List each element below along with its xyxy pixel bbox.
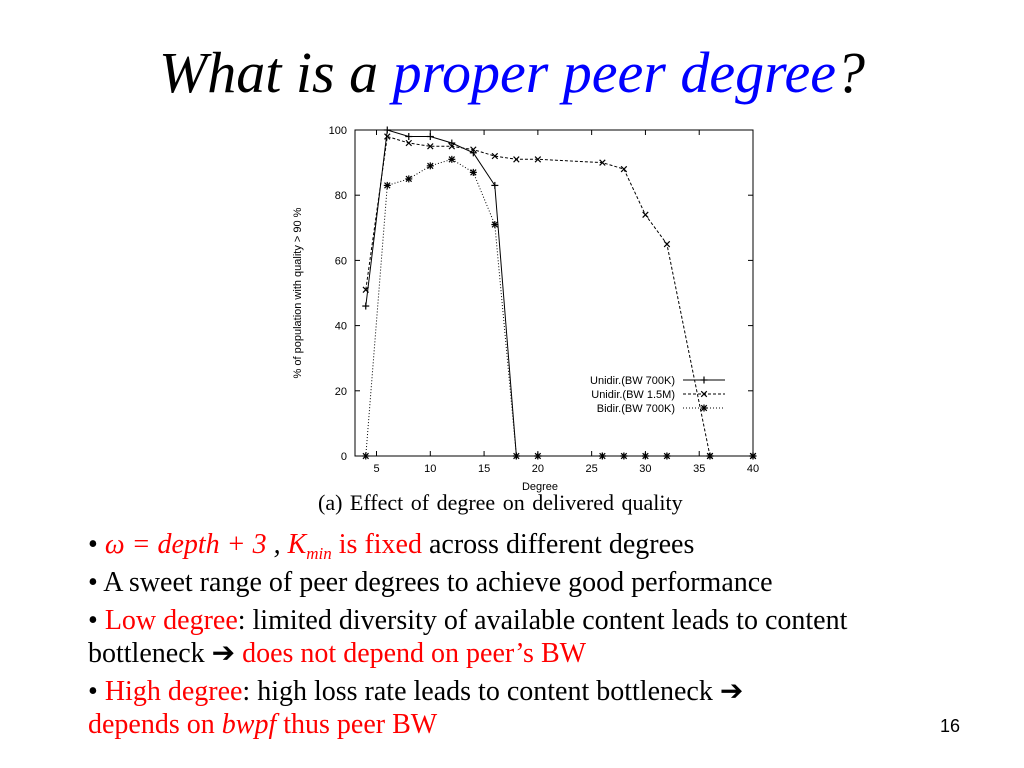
series-3-point xyxy=(513,453,520,460)
page-number: 16 xyxy=(940,716,961,736)
legend-marker-1 xyxy=(701,377,708,384)
series-3-point xyxy=(405,175,412,182)
series-line-1 xyxy=(366,130,753,456)
legend-label-1: Unidir.(BW 700K) xyxy=(590,375,675,387)
y-tick-label: 20 xyxy=(334,385,347,398)
bullet-4-high-degree: High degree xyxy=(104,676,243,707)
series-1-point xyxy=(405,133,412,140)
bullet-1-k-letter: K xyxy=(287,529,307,560)
bullet-1-comma: , xyxy=(266,529,288,560)
arrow-icon: ➔ xyxy=(719,676,744,707)
bullet-4 xyxy=(88,675,968,741)
series-3-point xyxy=(362,453,369,460)
x-tick-label: 15 xyxy=(477,463,491,475)
series-3-point xyxy=(706,453,713,460)
x-tick-label: 25 xyxy=(585,463,598,475)
x-tick-label: 20 xyxy=(531,463,544,475)
y-tick-label: 0 xyxy=(340,451,347,463)
bullet-1-fixed: is fixed xyxy=(331,529,422,560)
legend-marker-3 xyxy=(701,405,708,412)
series-3-point xyxy=(470,169,477,176)
series-3-point xyxy=(599,453,606,460)
bullet-3 xyxy=(88,604,968,670)
series-line-2 xyxy=(366,137,753,457)
y-tick-label: 100 xyxy=(328,125,347,137)
bullet-3-marker: • xyxy=(88,605,105,636)
series-3-point xyxy=(663,453,670,460)
series-2-point xyxy=(643,212,649,218)
y-tick-label: 80 xyxy=(334,190,347,203)
series-3-point xyxy=(750,453,757,460)
arrow-icon: ➔ xyxy=(211,638,236,669)
legend-label-3: Bidir.(BW 700K) xyxy=(596,403,675,415)
bullet-1-formula: ω = depth + 3 xyxy=(104,529,267,560)
bullet-list xyxy=(88,528,968,746)
bullet-4-bwpf: bwpf xyxy=(221,709,277,740)
series-3-point xyxy=(642,453,649,460)
x-tick-label: 40 xyxy=(746,463,760,475)
series-3-point xyxy=(384,182,391,189)
plot-frame xyxy=(355,130,753,456)
series-3-point xyxy=(534,453,541,460)
series-1-point xyxy=(384,127,391,134)
slide-title xyxy=(0,38,1024,108)
x-tick-label: 5 xyxy=(373,463,380,475)
y-tick-label: 60 xyxy=(334,255,347,268)
bullet-2: • A sweet range of peer degrees to achieve good performance xyxy=(88,567,773,598)
series-2-point xyxy=(621,166,627,172)
y-axis-label: % of population with quality > 90 % xyxy=(292,207,304,379)
series-3-point xyxy=(448,156,455,163)
bullet-4-conclusion-c: thus peer BW xyxy=(276,709,438,740)
series-2-point xyxy=(406,140,412,146)
x-axis-label: Degree xyxy=(521,481,559,493)
degree-quality-chart xyxy=(280,118,770,493)
title-text-black: What is a xyxy=(158,40,393,105)
bullet-1-k xyxy=(287,529,332,563)
bullet-4-text: : high loss rate leads to content bottleneck xyxy=(242,676,720,707)
bullet-4-marker: • xyxy=(88,676,105,707)
series-1-point xyxy=(427,133,434,140)
bullet-1-marker: • xyxy=(88,529,105,560)
series-line-3 xyxy=(366,159,753,456)
bullet-1 xyxy=(88,528,968,561)
bullet-4-conclusion-a: depends on xyxy=(88,709,222,740)
series-2-point xyxy=(514,157,520,163)
bullet-3-text: : limited diversity of available content leads to content bottleneck xyxy=(88,605,848,669)
bullet-1-rest: across different degrees xyxy=(421,529,695,560)
x-tick-label: 35 xyxy=(693,463,706,475)
series-3-point xyxy=(491,221,498,228)
y-tick-label: 40 xyxy=(334,320,347,333)
series-layer xyxy=(362,127,756,460)
bullet-3-conclusion: does not depend on peer’s BW xyxy=(235,638,587,669)
bullet-1-k-subscript: min xyxy=(306,544,332,563)
series-2-point xyxy=(664,241,670,247)
axes-layer xyxy=(329,125,759,475)
series-3-point xyxy=(427,162,434,169)
title-question-mark: ? xyxy=(836,40,866,105)
series-3-point xyxy=(620,453,627,460)
title-text-blue: proper peer degree xyxy=(392,40,837,105)
bullet-3-low-degree: Low degree xyxy=(104,605,238,636)
x-tick-label: 30 xyxy=(639,463,652,475)
chart-caption: (a) Effect of degree on delivered quality xyxy=(318,490,683,515)
chart-legend xyxy=(590,375,725,415)
series-1-point xyxy=(491,182,498,189)
x-tick-label: 10 xyxy=(424,463,437,475)
series-1-point xyxy=(362,303,369,310)
legend-label-2: Unidir.(BW 1.5M) xyxy=(591,389,675,401)
